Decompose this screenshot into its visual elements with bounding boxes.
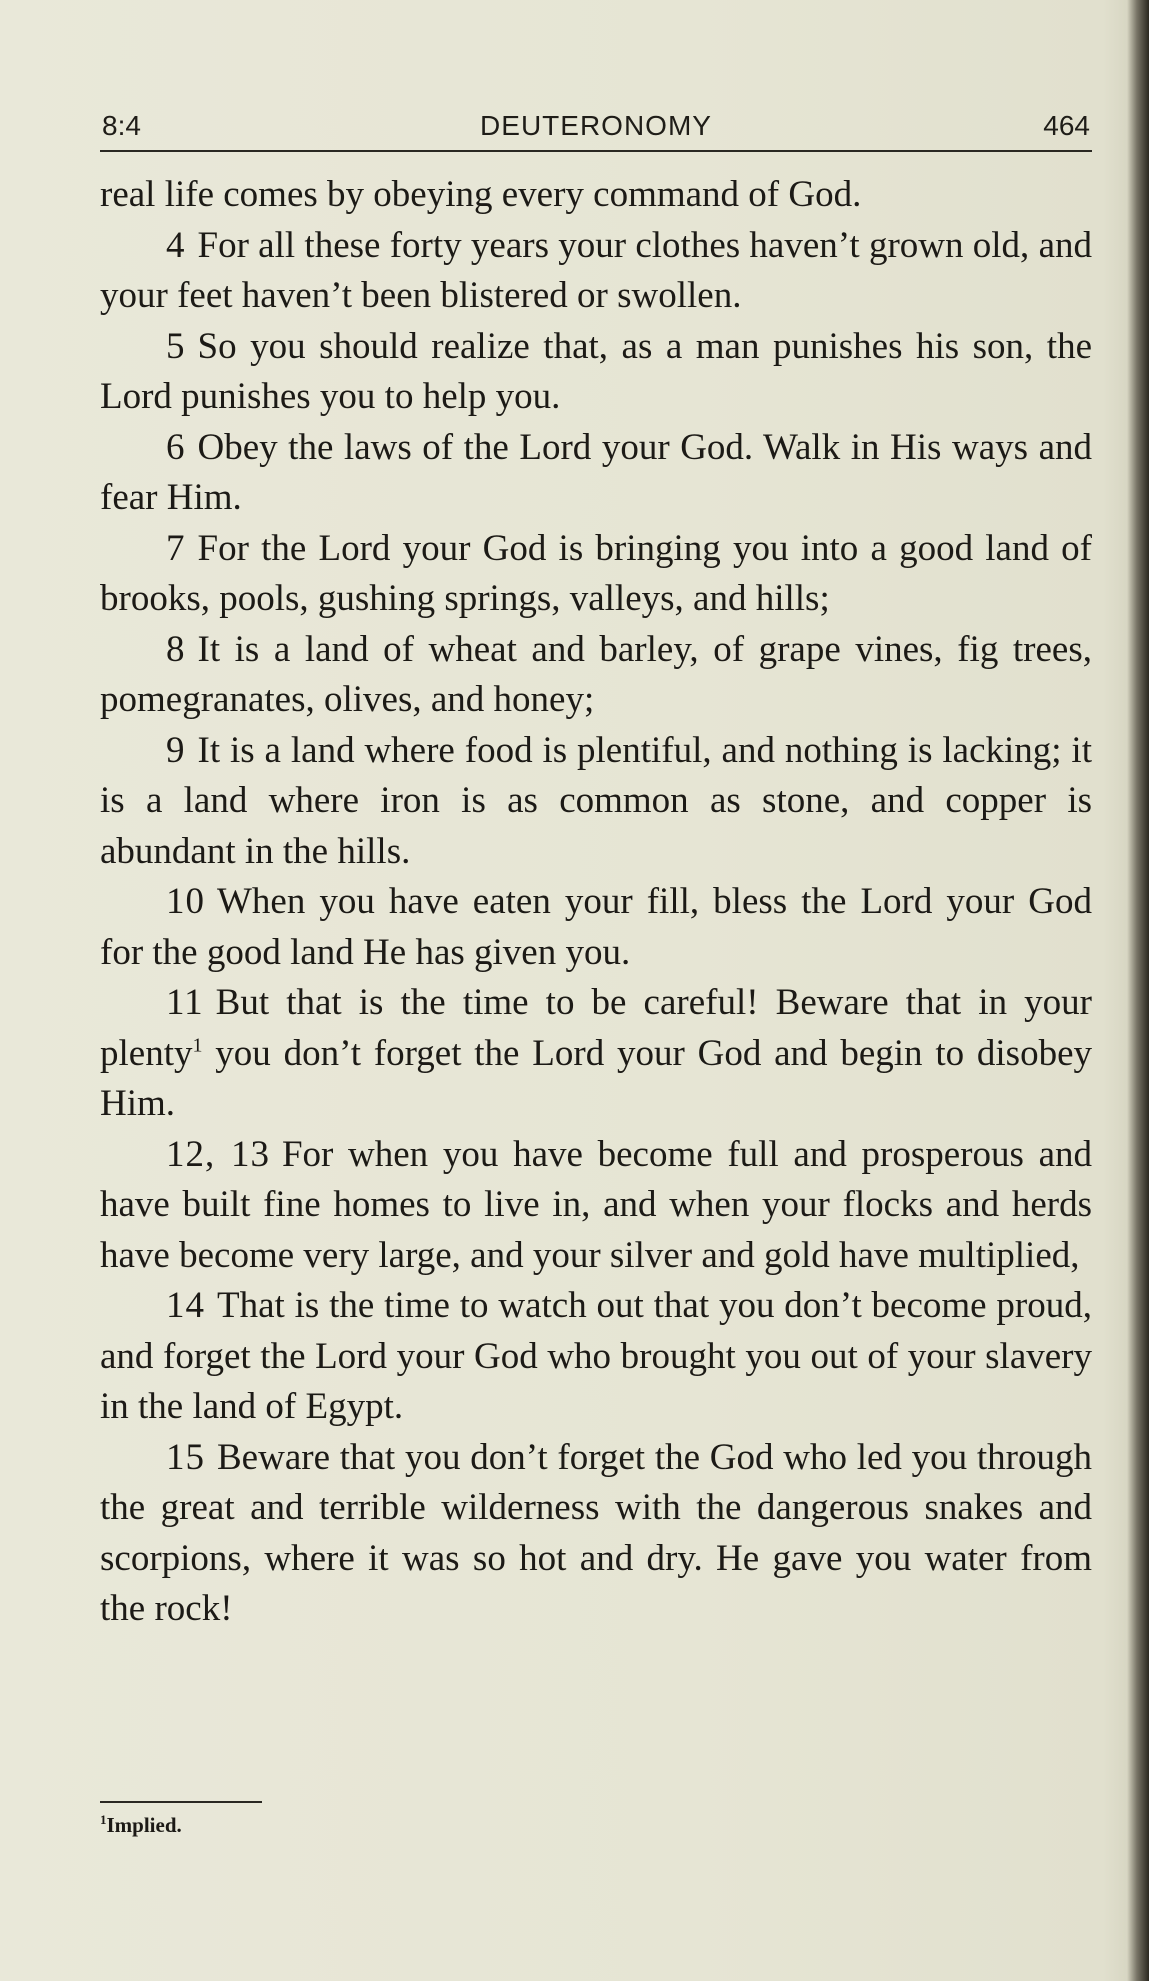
- verse-text: For the Lord your God is bringing you into a good land of brooks, pools, gushing springs, valleys, and hills;: [100, 527, 1092, 619]
- verse-number: 11: [166, 982, 204, 1023]
- verse-7: [100, 524, 1092, 625]
- verse-text: When you have eaten your fill, bless the Lord your God for the good land He has given you.: [100, 881, 1092, 973]
- verse-9: [100, 726, 1092, 878]
- verse-number: 7: [166, 527, 186, 569]
- verse-15: [100, 1433, 1092, 1635]
- verse-number: 8: [166, 628, 186, 670]
- verse-14: [100, 1281, 1092, 1433]
- verse-text-after-note: you don’t forget the Lord your God and begin to disobey Him.: [100, 1032, 1092, 1124]
- footnote-divider: [100, 1801, 262, 1803]
- verse-number: 15: [166, 1436, 205, 1478]
- verse-text: It is a land of wheat and barley, of grape vines, fig trees, pomegranates, olives, and honey;: [100, 628, 1092, 720]
- verse-number: 4: [166, 224, 186, 266]
- verse-10: [100, 877, 1092, 978]
- verse-text: So you should realize that, as a man punishes his son, the Lord punishes you to help you.: [100, 325, 1092, 417]
- verse-text: It is a land where food is plentiful, and nothing is lacking; it is a land where iron is as common as stone, and copper is abundant in the hills.: [100, 729, 1092, 872]
- verse-number: 12, 13: [166, 1133, 270, 1175]
- footnote-text: Implied.: [106, 1813, 182, 1837]
- verse-12-13: [100, 1130, 1092, 1282]
- verse-text: For all these forty years your clothes haven’t grown old, and your feet haven’t been blistered or swollen.: [100, 224, 1092, 316]
- verse-6: [100, 423, 1092, 524]
- book-title: DEUTERONOMY: [480, 110, 712, 141]
- running-header: [100, 104, 1092, 152]
- verse-number: 14: [166, 1285, 205, 1326]
- body-text: [100, 170, 1092, 1635]
- verse-text: Obey the laws of the Lord your God. Walk in His ways and fear Him.: [100, 426, 1092, 518]
- page-edge-shadow: [1127, 0, 1149, 1981]
- verse-text: For when you have become full and prosperous and have built fine homes to live in, and when your flocks and herds have become very large, and your silver and gold have multiplied,: [100, 1133, 1093, 1276]
- verse-text: That is the time to watch out that you don’t become proud, and forget the Lord your God who brought you out of your slavery in the land of Egypt.: [100, 1285, 1092, 1427]
- verse-8: [100, 625, 1092, 726]
- verse-number: 5: [166, 325, 186, 367]
- page-number: 464: [1043, 110, 1090, 141]
- verse-number: 10: [166, 881, 205, 922]
- continued-paragraph: real life comes by obeying every command of God.: [100, 174, 862, 215]
- footnote: [100, 1813, 182, 1838]
- verse-number: 6: [166, 426, 186, 468]
- footnote-reference: 1: [192, 1034, 203, 1057]
- verse-number: 9: [166, 729, 186, 771]
- verse-5: [100, 322, 1092, 423]
- footnote-mark: 1: [100, 1812, 107, 1827]
- verse-4: [100, 221, 1092, 322]
- chapter-reference: 8:4: [102, 110, 141, 141]
- verse-11: [100, 978, 1092, 1130]
- verse-text: Beware that you don’t forget the God who led you through the great and terrible wilderness with the dangerous snakes and scorpions, where it was so hot and dry. He gave you water from the rock!: [100, 1436, 1092, 1629]
- verse-text-before-note: But that is the time to be careful! Beware that in your plenty: [100, 982, 1092, 1074]
